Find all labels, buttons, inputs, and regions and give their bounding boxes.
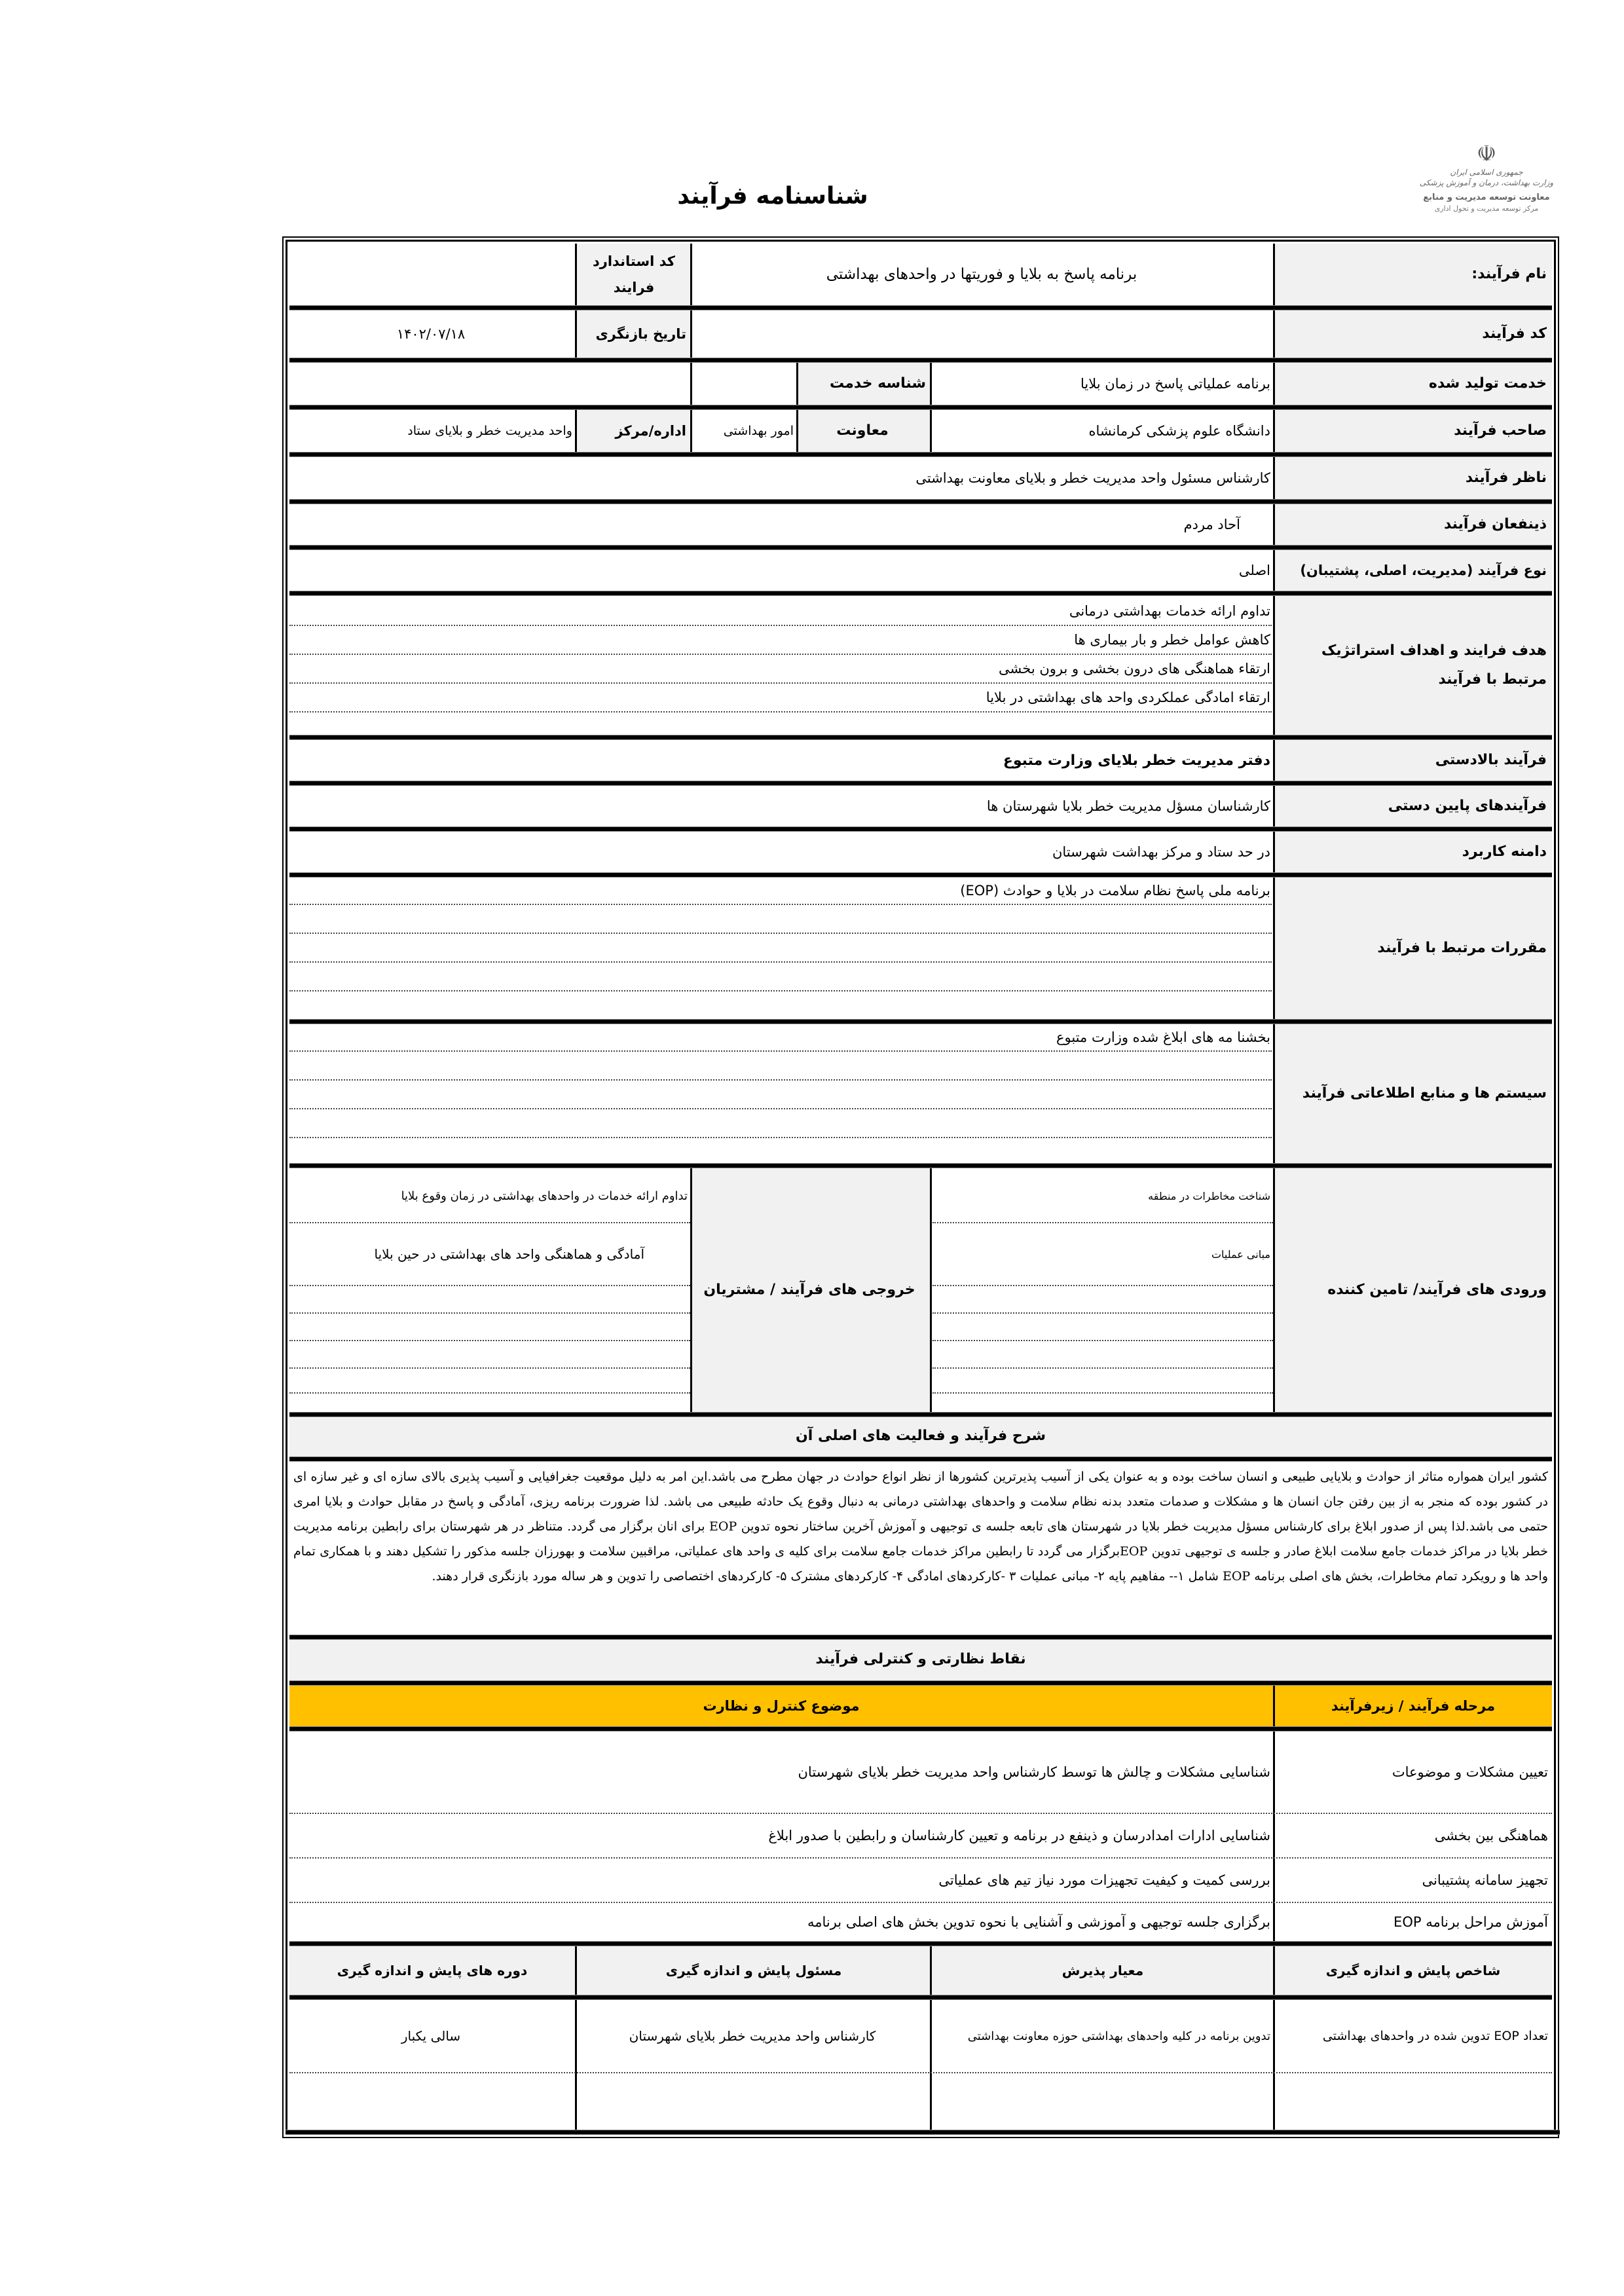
control-subject: شناسایی ادارات امدادرسان و ذینفع در برنامه و تعیین کارشناسان و رابطین با صدور ابلاغ (768, 1828, 1270, 1843)
input-item: شناخت مخاطرات در منطقه (1148, 1189, 1270, 1202)
deputy-value: امور بهداشتی (723, 424, 794, 438)
input-item: مبانی عملیات (1211, 1248, 1270, 1261)
kpi-criteria: تدوین برنامه در کلیه واحدهای بهداشتی حوزه معاونت بهداشتی (967, 2029, 1270, 2043)
emblem-icon: ☫ (1476, 141, 1497, 167)
label-std-code: کد استاندارد فرایند (578, 244, 690, 305)
stakeholders-value: آحاد مردم (1183, 517, 1240, 532)
label-supervisor: ناظر فرآیند (1276, 457, 1551, 499)
ministry-logo (1395, 141, 1578, 232)
col-stage-header: مرحله فرآیند / زیرفرآیند (1331, 1698, 1496, 1714)
label-inputs: ورودی های فرآیند/ تامین کننده (1276, 1168, 1551, 1412)
description-heading: شرح فرآیند و فعالیت های اصلی آن (795, 1427, 1046, 1444)
label-service: خدمت تولید شده (1276, 363, 1551, 405)
control-subject: شناسایی مشکلات و چالش ها توسط کارشناس واحد مدیریت خطر بلایای شهرستان (798, 1764, 1270, 1780)
label-upstream: فرآیند بالادستی (1276, 740, 1551, 781)
label-regulations: مقررات مرتبط با فرآیند (1276, 878, 1551, 1019)
control-stage: آموزش مراحل برنامه EOP (1393, 1914, 1548, 1930)
process-type-value: اصلی (1238, 563, 1270, 578)
label-process-type: نوع فرآیند (مدیریت، اصلی، پشتیبان) (1276, 550, 1551, 591)
scope-value: در حد ستاد و مرکز بهداشت شهرستان (1052, 844, 1270, 860)
regulation-item: برنامه ملی پاسخ نظام سلامت در بلایا و حوادث (EOP) (960, 883, 1270, 898)
label-service-id: شناسه خدمت (799, 363, 930, 405)
system-item: بخشنا مه های ابلاغ شده وزارت متبوع (1056, 1029, 1270, 1045)
label-downstream: فرآیندهای پایین دستی (1276, 786, 1551, 826)
supervisor-value: کارشناس مسئول واحد مدیریت خطر و بلایای معاونت بهداشتی (915, 470, 1270, 486)
label-scope: دامنه کاربرد (1276, 832, 1551, 872)
review-date-value: ۱۴۰۲/۰۷/۱۸ (396, 326, 466, 342)
control-stage: تعیین مشکلات و موضوعات (1392, 1764, 1548, 1780)
service-value: برنامه عملیاتی پاسخ در زمان بلایا (1080, 376, 1270, 392)
col-criteria-header: معیار پذیرش (1061, 1963, 1144, 1978)
page-title: شناسنامه فرآیند (677, 183, 868, 210)
col-period-header: دوره های پایش و اندازه گیری (337, 1963, 528, 1978)
label-goals: هدف فرایند و اهداف استراتژیک مرتبط با فرآیند (1276, 596, 1551, 735)
label-process-name: نام فرآیند: (1276, 244, 1551, 305)
label-review-date: تاریخ بازنگری (578, 310, 690, 358)
control-subject: برگزاری جلسه توجیهی و آموزشی و آشنایی با نحوه تدوین بخش های اصلی برنامه (807, 1914, 1270, 1930)
downstream-value: کارشناسان مسؤل مدیریت خطر بلایا شهرستان ها (986, 798, 1270, 814)
office-value: واحد مدیریت خطر و بلایای ستاد (407, 424, 572, 438)
logo-line-1: جمهوری اسلامی ایران (1450, 168, 1523, 177)
control-stage: هماهنگی بین بخشی (1434, 1828, 1548, 1843)
label-systems: سیستم ها و منابع اطلاعاتی فرآیند (1276, 1024, 1551, 1163)
owner-value: دانشگاه علوم پزشکی کرمانشاه (1088, 423, 1270, 439)
label-outputs: خروجی های فرآیند / مشتریان (693, 1168, 930, 1412)
process-code-value[interactable] (693, 310, 1273, 358)
std-code-value[interactable] (289, 244, 575, 305)
label-deputy: معاونت (799, 410, 930, 452)
service-id-value[interactable] (289, 363, 796, 405)
output-item: تداوم ارائه خدمات در واحدهای بهداشتی در زمان وقوع بلایا (401, 1189, 688, 1203)
col-indicator-header: شاخص پایش و اندازه گیری (1325, 1963, 1501, 1978)
logo-line-3: معاونت توسعه مدیریت و منابع (1423, 193, 1550, 202)
goal-item: تداوم ارائه خدمات بهداشتی درمانی (1069, 603, 1270, 619)
kpi-indicator: تعداد EOP تدوین شده در واحدهای بهداشتی (1322, 2029, 1548, 2043)
label-owner: صاحب فرآیند (1276, 410, 1551, 452)
control-subject: بررسی کمیت و کیفیت تجهیزات مورد نیاز تیم های عملیاتی (938, 1872, 1270, 1888)
logo-line-4: مرکز توسعه مدیریت و تحول اداری (1434, 204, 1539, 213)
goal-item: ارتقاء امادگی عملکردی واحد های بهداشتی در بلایا (986, 690, 1270, 705)
col-responsible-header: مسئول پایش و اندازه گیری (665, 1963, 842, 1978)
control-stage: تجهیز سامانه پشتیبانی (1422, 1872, 1548, 1888)
label-process-code: کد فرآیند (1276, 310, 1551, 358)
kpi-responsible: کارشناس واحد مدیریت خطر بلایای شهرستان (629, 2028, 876, 2044)
col-subject-header: موضوع کنترل و نظارت (703, 1698, 860, 1714)
label-stakeholders: ذینفعان فرآیند (1276, 504, 1551, 545)
label-office: اداره/مرکز (578, 410, 690, 452)
output-item: آمادگی و هماهنگی واحد های بهداشتی در حین بلایا (374, 1246, 644, 1262)
goal-item: کاهش عوامل خطر و بار بیماری ها (1074, 632, 1270, 648)
control-heading: نقاط نظارتی و کنترلی فرآیند (815, 1650, 1026, 1667)
kpi-period: سالی یکبار (401, 2028, 461, 2044)
upstream-value: دفتر مدیریت خطر بلایای وزارت متبوع (1003, 752, 1270, 769)
description-text: کشور ایران همواره متاثر از حوادث و بلایایی طبیعی و انسان ساخت بوده و به عنوان یکی از آسیب پذیرترین کشورها از نظر انواع حوادث در جهان مطرح می باشد.این امر به دلیل موقعیت جغرافیایی و آسیب پذیری بالای سازه ای و غیر سازه ای در کشور بوده که منجر به از بین رفتن جان انسان ها و مشکلات و صدمات متعدد بدنه نظام سلامت و واحدهای بهداشتی درمانی به دنبال وقوع یک حادثه طبیعی می باشد. لذا ضرورت برنامه ریزی، آمادگی و پاسخ در مقابل حوادث و بلایا امری حتمی می باشد.لذا پس از صدور ابلاغ برای کارشناس مسؤل مدیریت خطر بلایا در شهرستان های تابعه جلسه ی توجیهی و آموزش آخرین ساختار نحوه تدوین EOP برای انان برگزار می گردد. متناظر در هر شهرستان برای رابطین برنامه مدیریت خطر بلایا در مراکز خدمات جامع سلامت ابلاغ صادر و جلسه ی توجیهی تدوین EOPبرگزار می گردد تا رابطین مراکز خدمات جامع سلامت برای کلیه ی واحد های عملیاتی، مراقبین سلامت و بهورزان جلسه مذکور را تشکیل دهند و با همکاری تمام واحد ها و رویکرد تمام مخاطرات، بخش های اصلی برنامه EOP شامل ۱-- مفاهیم پایه ۲- مبانی عملیات ۳ -کارکردهای امادگی ۴- کارکردهای مشترک ۵- کارکردهای اختصاصی را تدوین و هر ساله مورد بازنگری قرار دهند. (293, 1470, 1548, 1583)
process-name-value: برنامه پاسخ به بلایا و فوریتها در واحدهای بهداشتی (826, 266, 1137, 283)
logo-line-2: وزارت بهداشت، درمان و آموزش پزشکی (1419, 178, 1554, 187)
goal-item: ارتقاء هماهنگی های درون بخشی و برون بخشی (999, 661, 1270, 676)
